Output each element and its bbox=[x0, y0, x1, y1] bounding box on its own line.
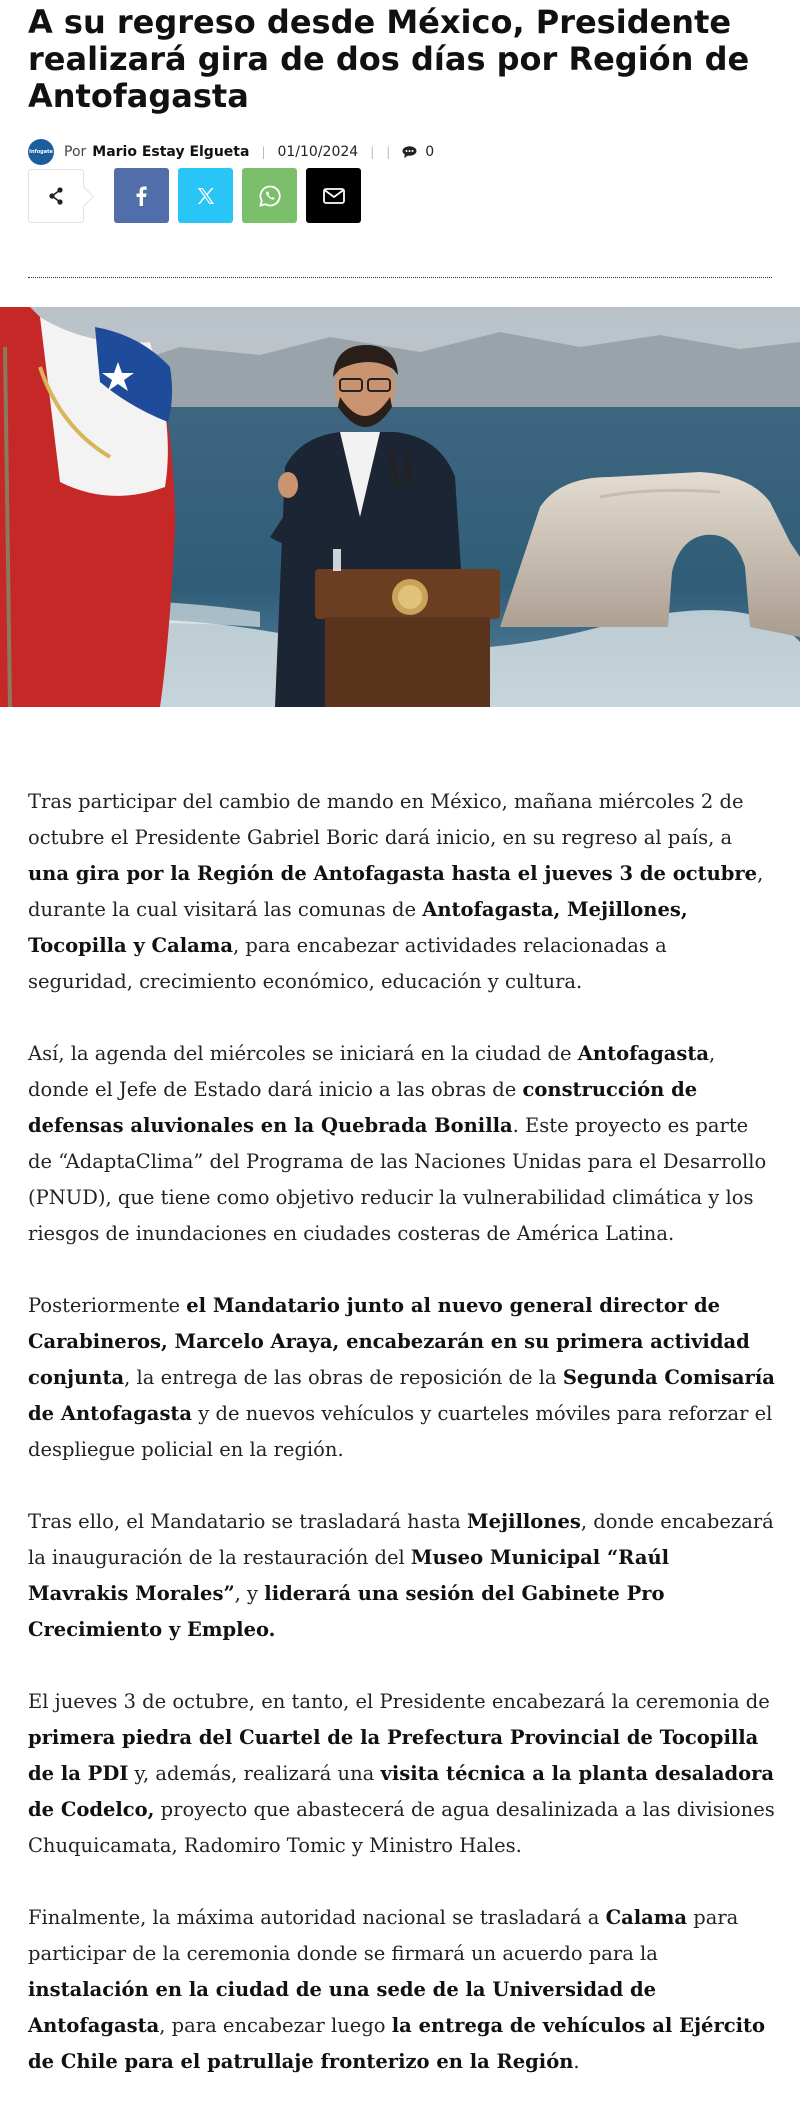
body-text: y, además, realizará una bbox=[128, 1762, 381, 1785]
article-meta bbox=[28, 138, 434, 166]
meta-separator: | bbox=[261, 145, 266, 159]
featured-image[interactable] bbox=[0, 307, 800, 707]
article-body bbox=[28, 784, 776, 2116]
meta-separator: | bbox=[386, 145, 391, 159]
bold-text: Calama bbox=[605, 1906, 688, 1929]
bold-text: Mejillones bbox=[467, 1510, 581, 1533]
article-paragraph bbox=[28, 1900, 776, 2080]
body-text: , y bbox=[234, 1582, 265, 1605]
bold-text: Museo Municipal “Raúl Mavrakis Morales” bbox=[28, 1546, 670, 1605]
body-text: , donde encabezará la inauguración de la restauración del bbox=[28, 1510, 774, 1569]
body-text: y de nuevos vehículos y cuarteles móviles para reforzar el despliegue policial en la región. bbox=[28, 1402, 773, 1461]
article-paragraph bbox=[28, 1036, 776, 1252]
whatsapp-share-button[interactable] bbox=[242, 168, 297, 223]
article-paragraph bbox=[28, 1504, 776, 1648]
bold-text: la entrega de vehículos al Ejército de Chile para el patrullaje fronterizo en la Región bbox=[28, 2014, 766, 2073]
bold-text: una gira por la Región de Antofagasta hasta el jueves 3 de octubre bbox=[28, 862, 758, 885]
author-link[interactable]: Mario Estay Elgueta bbox=[92, 144, 250, 160]
body-text: , para encabezar actividades relacionadas a seguridad, crecimiento económico, educación y cultura. bbox=[28, 934, 667, 993]
facebook-share-button[interactable] bbox=[114, 168, 169, 223]
author-avatar[interactable] bbox=[28, 139, 54, 165]
body-text: , durante la cual visitará las comunas de bbox=[28, 862, 764, 921]
email-icon bbox=[323, 188, 345, 204]
body-text: , donde el Jefe de Estado dará inicio a las obras de bbox=[28, 1042, 716, 1101]
share-bar bbox=[28, 168, 361, 223]
bold-text: construcción de defensas aluvionales en la Quebrada Bonilla bbox=[28, 1078, 698, 1137]
article-paragraph bbox=[28, 1684, 776, 1864]
bold-text: primera piedra del Cuartel de la Prefectura Provincial de Tocopilla de la PDI bbox=[28, 1726, 759, 1785]
share-toggle-button[interactable] bbox=[28, 169, 84, 223]
facebook-icon bbox=[136, 186, 147, 206]
body-text: Así, la agenda del miércoles se iniciará en la ciudad de bbox=[28, 1042, 578, 1065]
body-text: , para encabezar luego bbox=[159, 2014, 392, 2037]
comment-icon[interactable] bbox=[402, 146, 417, 158]
body-text: El jueves 3 de octubre, en tanto, el Presidente encabezará la ceremonia de bbox=[28, 1690, 770, 1713]
body-text: proyecto que abastecerá de agua desalinizada a las divisiones Chuquicamata, Radomiro Tomic y Ministro Hales. bbox=[28, 1798, 775, 1857]
share-icon bbox=[48, 187, 64, 205]
comment-count[interactable]: 0 bbox=[425, 144, 435, 160]
avatar-text: Infogate bbox=[29, 149, 53, 155]
body-text: . bbox=[573, 2050, 580, 2073]
bold-text: el Mandatario junto al nuevo general director de Carabineros, Marcelo Araya, encabezarán en su primera actividad conjunta bbox=[28, 1294, 750, 1389]
body-text: , la entrega de las obras de reposición de la bbox=[124, 1366, 563, 1389]
body-text: Posteriormente bbox=[28, 1294, 187, 1317]
body-text: Tras participar del cambio de mando en México, mañana miércoles 2 de octubre el Presidente Gabriel Boric dará inicio, en su regreso al país, a bbox=[28, 790, 744, 849]
body-text: Tras ello, el Mandatario se trasladará hasta bbox=[28, 1510, 468, 1533]
bold-text: Antofagasta, Mejillones, Tocopilla y Calama bbox=[28, 898, 688, 957]
whatsapp-icon bbox=[259, 185, 281, 207]
bold-text: instalación en la ciudad de una sede de la Universidad de Antofagasta bbox=[28, 1978, 657, 2037]
body-text: . Este proyecto es parte de “AdaptaClima” del Programa de las Naciones Unidas para el Desarrollo (PNUD), que tiene como objetivo reducir la vulnerabilidad climática y los riesgos de inundaciones en ciudades costeras de América Latina. bbox=[28, 1114, 767, 1245]
article-title: A su regreso desde México, Presidente realizará gira de dos días por Región de Antofagasta bbox=[28, 3, 750, 115]
body-text: para participar de la ceremonia donde se firmará un acuerdo para la bbox=[28, 1906, 739, 1965]
x-share-button[interactable] bbox=[178, 168, 233, 223]
divider bbox=[28, 277, 772, 278]
bold-text: liderará una sesión del Gabinete Pro Crecimiento y Empleo. bbox=[28, 1582, 665, 1641]
x-icon bbox=[197, 187, 215, 205]
body-text: Finalmente, la máxima autoridad nacional se trasladará a bbox=[28, 1906, 606, 1929]
bold-text: Antofagasta bbox=[577, 1042, 710, 1065]
email-share-button[interactable] bbox=[306, 168, 361, 223]
article-paragraph bbox=[28, 1288, 776, 1468]
bold-text: Segunda Comisaría de Antofagasta bbox=[28, 1366, 775, 1425]
article-paragraph bbox=[28, 784, 776, 1000]
meta-separator: | bbox=[370, 145, 375, 159]
by-label: Por bbox=[64, 144, 87, 160]
bold-text: visita técnica a la planta desaladora de Codelco, bbox=[28, 1762, 775, 1821]
publish-date: 01/10/2024 bbox=[277, 144, 359, 160]
